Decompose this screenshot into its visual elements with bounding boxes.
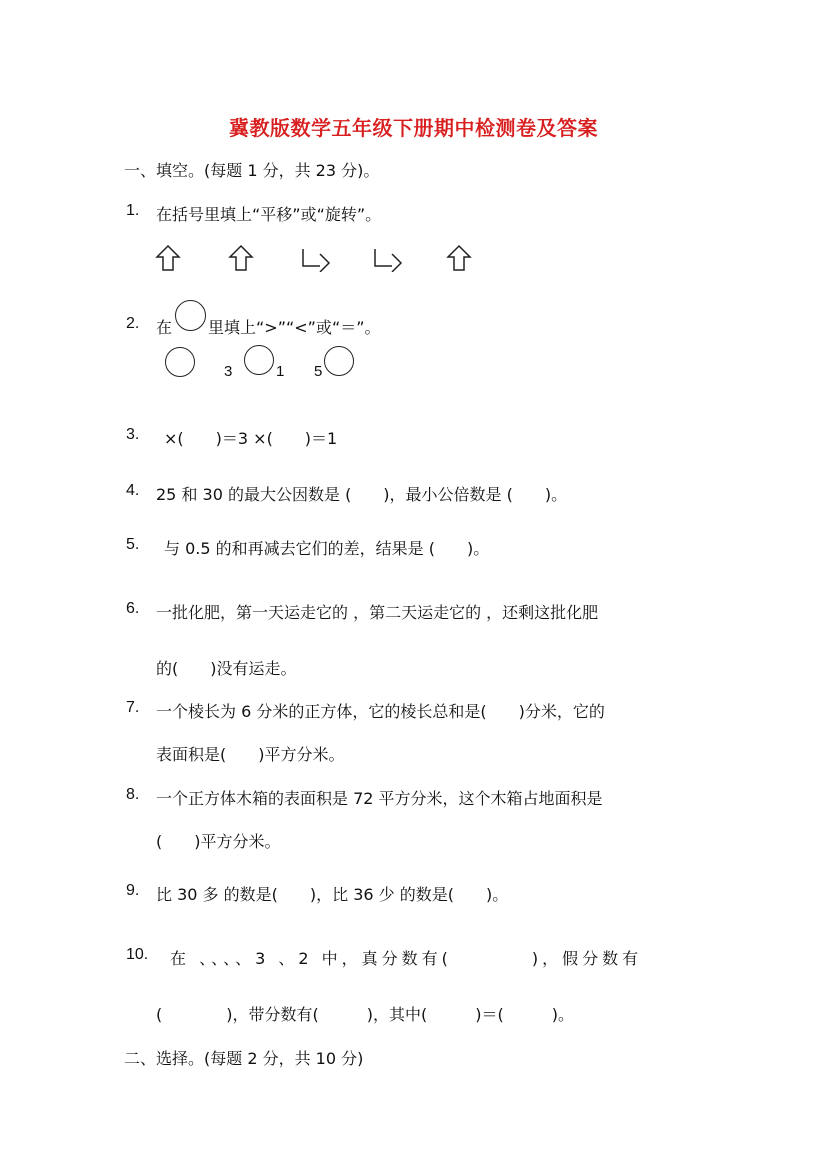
q6-number: 6. xyxy=(126,600,140,617)
q4-text: 25 和 30 的最大公因数是 ( )，最小公倍数是 ( )。 xyxy=(156,485,568,504)
q3-number: 3. xyxy=(126,426,140,443)
compare-circle[interactable] xyxy=(324,346,354,376)
compare-circle[interactable] xyxy=(244,345,274,375)
q8-number: 8. xyxy=(126,786,140,803)
q7-number: 7. xyxy=(126,699,140,716)
up-arrow-icon xyxy=(155,244,181,272)
q2-number: 2. xyxy=(126,315,140,332)
right-bent-arrow-icon xyxy=(300,246,332,272)
q6-line-2: 的( )没有运走。 xyxy=(156,659,297,678)
q2-text-b: 里填上“>”“<”或“＝”。 xyxy=(208,318,381,337)
q6-line-1: 一批化肥，第一天运走它的 ，第二天运走它的 ，还剩这批化肥 xyxy=(156,603,599,622)
q2-number-right: 5 xyxy=(314,363,323,380)
page-title: 冀教版数学五年级下册期中检测卷及答案 xyxy=(229,116,598,140)
q10-line-2: ( )，带分数有( )，其中( )＝( )。 xyxy=(156,1005,574,1024)
q8-line-2: ( )平方分米。 xyxy=(156,832,281,851)
up-arrow-icon xyxy=(228,244,254,272)
q2-text-a: 在 xyxy=(156,318,173,337)
q9-text: 比 30 多 的数是( )，比 36 少 的数是( )。 xyxy=(156,885,509,904)
up-arrow-icon xyxy=(446,244,472,272)
q3-text: ×( )＝3 ×( )＝1 xyxy=(164,429,338,448)
q2-number-middle: 1 xyxy=(276,363,285,380)
q10-number: 10. xyxy=(126,946,149,963)
q9-number: 9. xyxy=(126,882,140,899)
q5-text: 与 0.5 的和再减去它们的差，结果是 ( )。 xyxy=(164,539,490,558)
compare-circle[interactable] xyxy=(175,300,206,331)
q1-text: 在括号里填上“平移”或“旋转”。 xyxy=(156,205,382,224)
q2-number-left: 3 xyxy=(224,363,233,380)
q10-line-1: 在 、、、、3 、2 中，真分数有( )，假分数有 xyxy=(170,949,643,968)
q7-line-2: 表面积是( )平方分米。 xyxy=(156,745,345,764)
right-bent-arrow-icon xyxy=(372,246,404,272)
section-2-heading: 二、选择。(每题 2 分，共 10 分) xyxy=(124,1049,364,1068)
q4-number: 4. xyxy=(126,482,140,499)
q7-line-1: 一个棱长为 6 分米的正方体，它的棱长总和是( )分米，它的 xyxy=(156,702,605,721)
q1-number: 1. xyxy=(126,202,140,219)
compare-circle[interactable] xyxy=(165,347,195,377)
section-1-heading: 一、填空。(每题 1 分，共 23 分)。 xyxy=(124,161,380,180)
q8-line-1: 一个正方体木箱的表面积是 72 平方分米，这个木箱占地面积是 xyxy=(156,789,603,808)
q5-number: 5. xyxy=(126,536,140,553)
